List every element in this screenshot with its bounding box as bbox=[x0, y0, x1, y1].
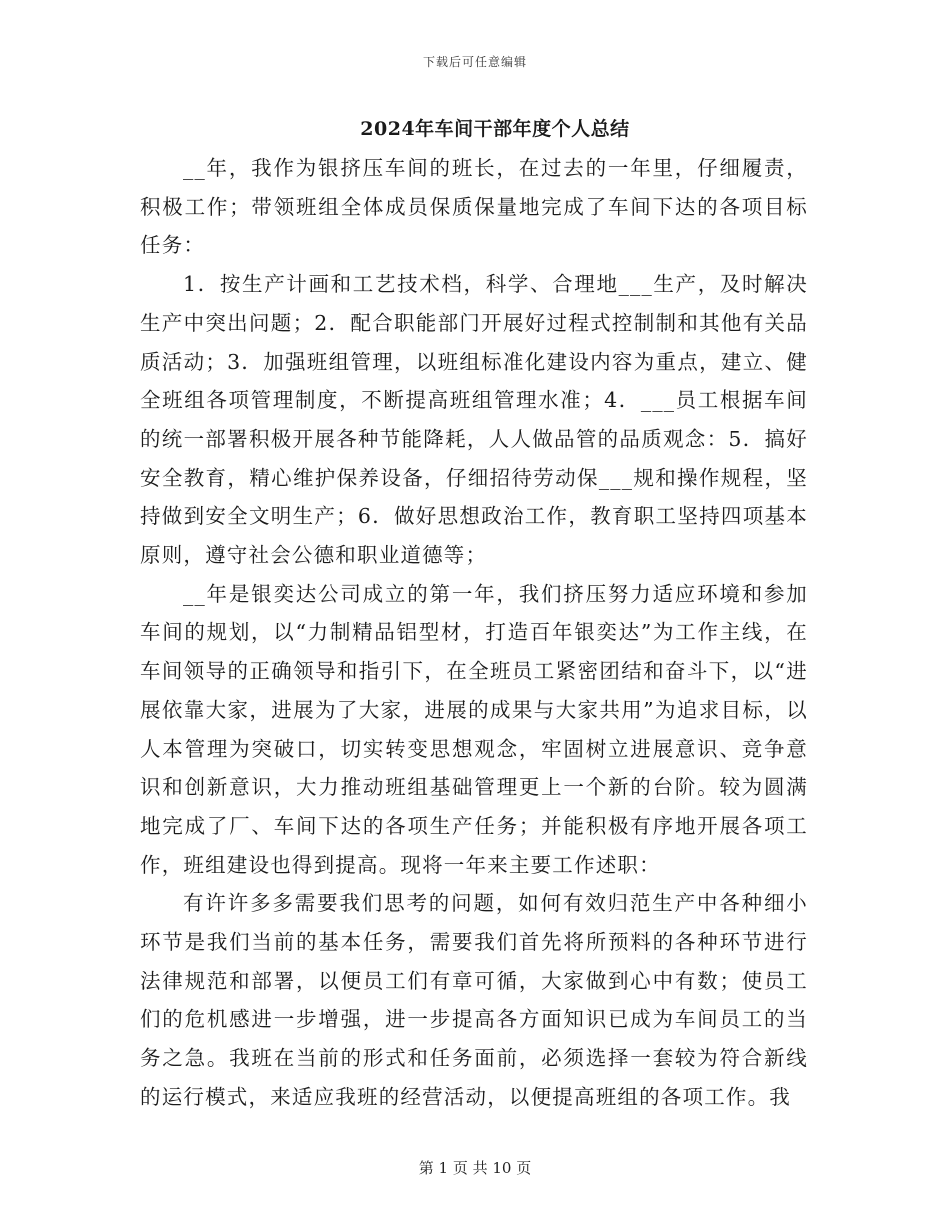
page-number: 第 1 页 共 10 页 bbox=[418, 1159, 532, 1177]
document-title: 2024年车间干部年度个人总结 bbox=[360, 118, 630, 140]
paragraph: 有许许多多需要我们思考的问题，如何有效归范生产中各种细小环节是我们当前的基本任务，需要我们首先将所预料的各种环节进行法律规范和部署，以便员工们有章可循，大家做到心中有数；使员工们的危机感进一步增强，进一步提高各方面知识已成为车间员工的当务之急。我班在当前的形式和任务面前，必须选择一套较为符合新线的运行模式，来适应我班的经营活动，以便提高班组的各项工作。我 bbox=[140, 891, 808, 1109]
document-body bbox=[140, 149, 808, 1117]
paragraph: 1．按生产计画和工艺技术档，科学、合理地___生产，及时解决生产中突出问题；2．配合职能部门开展好过程式控制制和其他有关品质活动；3．加强班组管理，以班组标准化建设内容为重点，建立、健全班组各项管理制度，不断提高班组管理水准；4．___员工根据车间的统一部署积极开展各种节能降耗，人人做品管的品质观念：5．搞好安全教育，精心维护保养设备，仔细招待劳动保___规和操作规程，坚持做到安全文明生产；6．做好思想政治工作，教育职工坚持四项基本原则，遵守社会公德和职业道德等； bbox=[140, 272, 808, 568]
paragraph: __年是银奕达公司成立的第一年，我们挤压努力适应环境和参加车间的规划，以“力制精品铝型材，打造百年银奕达”为工作主线，在车间领导的正确领导和指引下，在全班员工紧密团结和奋斗下，以“进展依靠大家，进展为了大家，进展的成果与大家共用”为追求目标，以人本管理为突破口，切实转变思想观念，牢固树立进展意识、竞争意识和创新意识，大力推动班组基础管理更上一个新的台阶。较为圆满地完成了厂、车间下达的各项生产任务；并能积极有序地开展各项工作，班组建设也得到提高。现将一年来主要工作述职： bbox=[140, 581, 808, 877]
header-note: 下载后可任意编辑 bbox=[422, 55, 527, 69]
paragraph: __年，我作为银挤压车间的班长，在过去的一年里，仔细履责，积极工作；带领班组全体成员保质保量地完成了车间下达的各项目标任务： bbox=[140, 156, 808, 258]
